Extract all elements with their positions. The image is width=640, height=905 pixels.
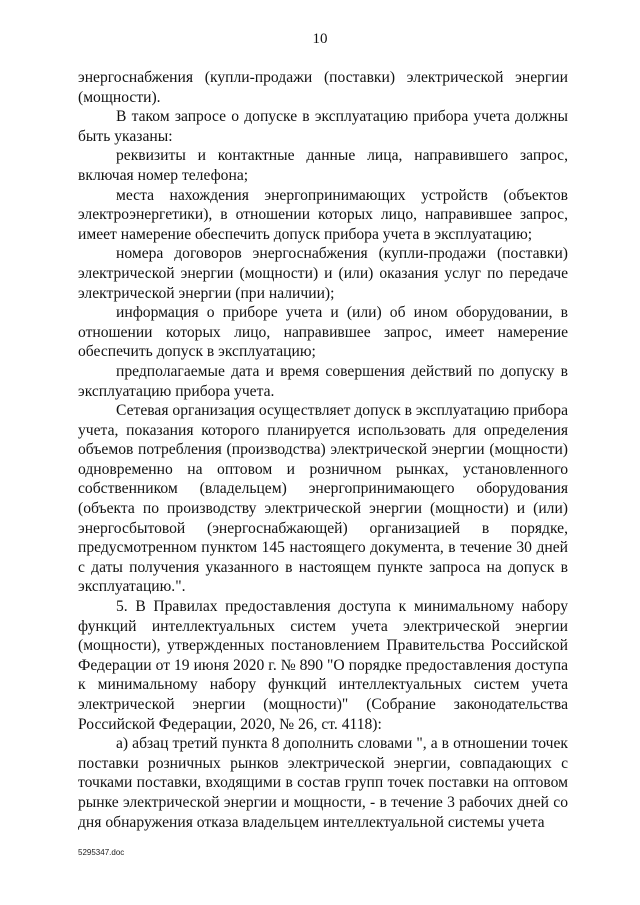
footer-filename: 5295347.doc	[78, 848, 125, 857]
paragraph: 5. В Правилах предоставления доступа к минимальному набору функций интеллектуальных систем учета электрической энергии (мощности), утвержденных постановлением Правительства Российской Федерации от 19 июня 2020 г. № 890 "О порядке предоставления доступа к минимальному набору функций интеллектуальных систем учета электрической энергии (мощности)" (Собрание законодательства Российской Федерации, 2020, № 26, ст. 4118):	[78, 598, 568, 733]
paragraph: Сетевая организация осуществляет допуск в эксплуатацию прибора учета, показания которого планируется использовать для определения объемов потребления (производства) электрической энергии (мощности) одновременно на оптовом и розничном рынках, установленного собственником (владельцем) энергопринимающего оборудования (объекта по производству электрической энергии (мощности) и (или) энергосбытовой (энергоснабжающей) организацией в порядке, предусмотренном пунктом 145 настоящего документа, в течение 30 дней с даты получения указанного в настоящем пункте запроса на допуск в эксплуатацию.".	[78, 402, 569, 596]
document-body	[78, 68, 568, 832]
paragraph: предполагаемые дата и время совершения действий по допуску в эксплуатацию прибора учета.	[78, 362, 568, 400]
paragraph: места нахождения энергопринимающих устройств (объектов электроэнергетики), в отношении которых лицо, направившее запрос, имеет намерение обеспечить допуск прибора учета в эксплуатацию;	[78, 186, 568, 243]
page-number: 10	[312, 31, 328, 47]
paragraph: номера договоров энергоснабжения (купли-продажи (поставки) электрической энергии (мощности) и (или) оказания услуг по передаче электрической энергии (при наличии);	[78, 245, 568, 302]
paragraph: В таком запросе о допуске в эксплуатацию прибора учета должны быть указаны:	[78, 108, 568, 145]
paragraph: реквизиты и контактные данные лица, направившего запрос, включая номер телефона;	[78, 147, 568, 184]
paragraph: а) абзац третий пункта 8 дополнить словами ", а в отношении точек поставки розничных рынков электрической энергии, совпадающих с точками поставки, входящими в состав групп точек поставки на оптовом рынке электрической энергии и мощности, - в течение 3 рабочих дней со дня обнаружения отказа владельцем интеллектуальной системы учета	[78, 735, 568, 831]
paragraph: информация о приборе учета и (или) об ином оборудовании, в отношении которых лицо, направившее запрос, имеет намерение обеспечить допуск в эксплуатацию;	[78, 304, 568, 361]
paragraph-continuation: энергоснабжения (купли-продажи (поставки) электрической энергии (мощности).	[78, 69, 568, 106]
